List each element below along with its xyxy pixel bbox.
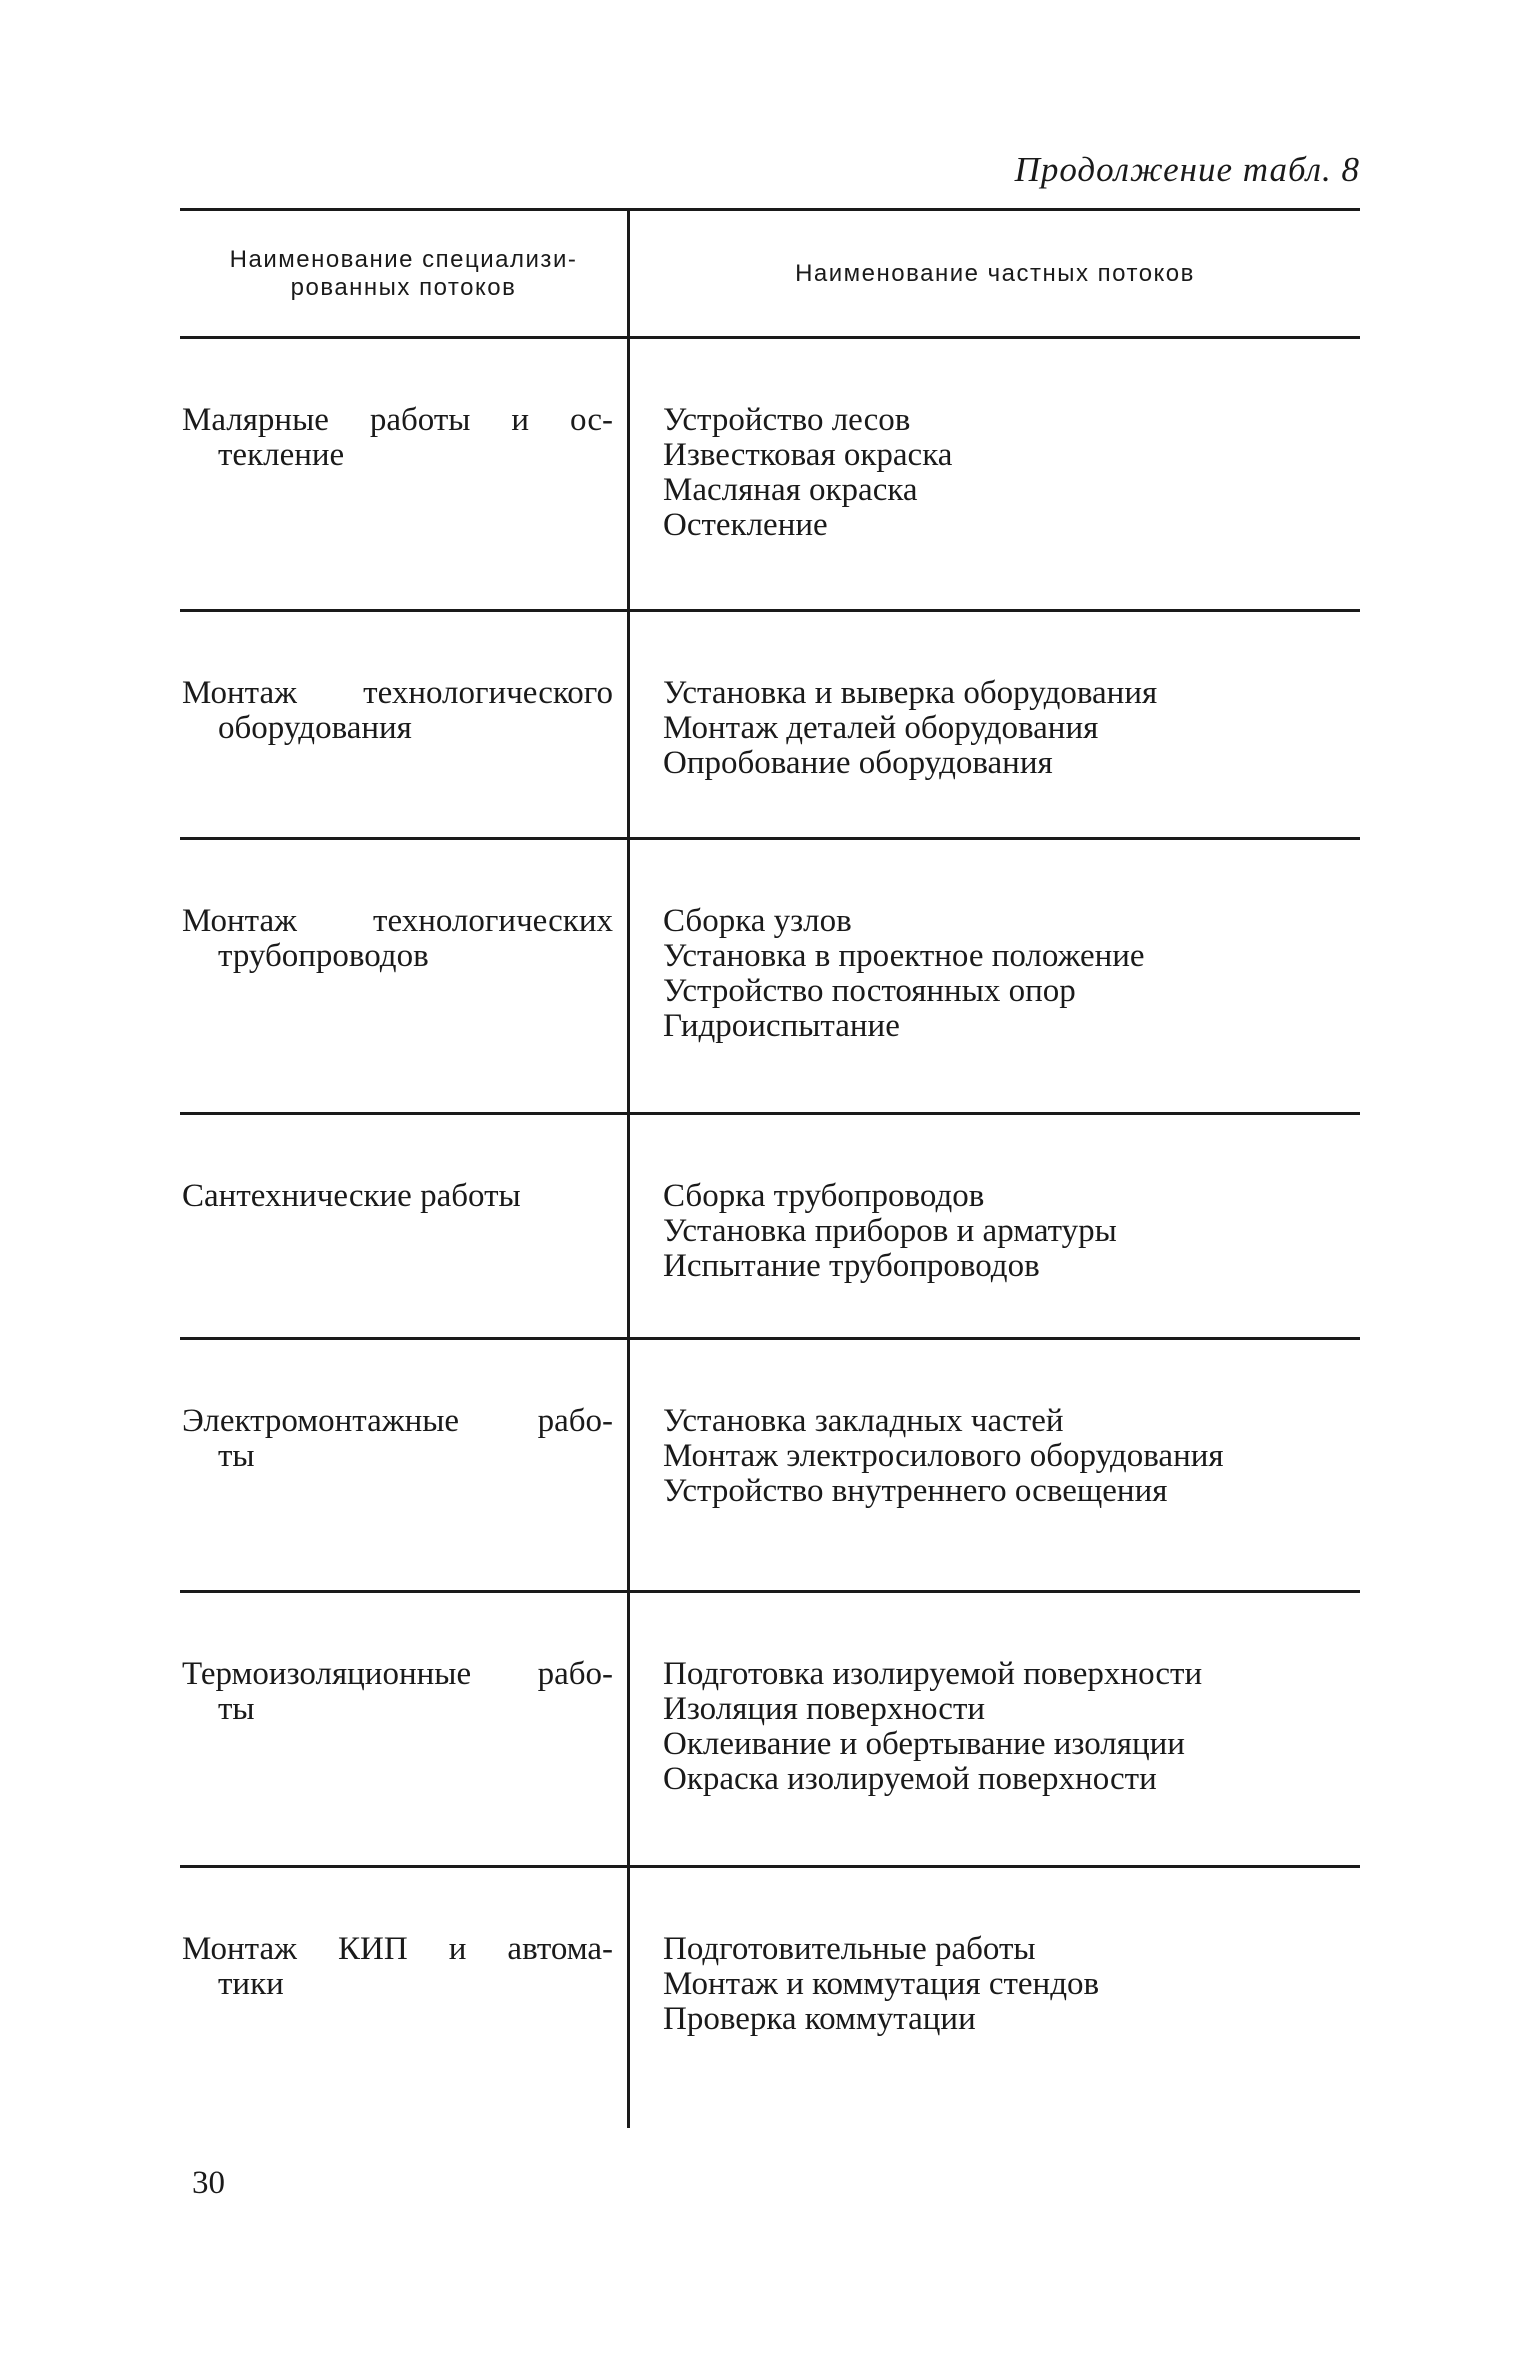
partial-flow-item: Устройство лесов <box>663 402 911 438</box>
specialized-flow-cell <box>180 1115 627 1337</box>
partial-flow-item: Монтаж деталей оборудования <box>663 710 1099 746</box>
specialized-flow-name: Монтаж технологического <box>182 675 613 711</box>
specialized-flow-name: Монтаж КИП и автома- <box>182 1931 613 1967</box>
specialized-flow-name-cont: тики <box>218 1966 284 2002</box>
header-specialized-flows <box>180 211 627 336</box>
partial-flows-cell <box>627 339 1360 609</box>
specialized-flow-cell <box>180 339 627 609</box>
table-header-row <box>180 211 1360 336</box>
table-row <box>180 1115 1360 1337</box>
specialized-flow-name-cont: ты <box>218 1438 255 1474</box>
table-row <box>180 339 1360 609</box>
table-row <box>180 1593 1360 1865</box>
partial-flow-item: Проверка коммутации <box>663 2001 976 2037</box>
header-left-line1: Наименование специализи- <box>229 245 578 273</box>
partial-flow-item: Монтаж электросилового оборудования <box>663 1438 1224 1474</box>
specialized-flow-name: Монтаж технологических <box>182 903 613 939</box>
partial-flow-item: Подготовительные работы <box>663 1931 1036 1967</box>
partial-flows-cell <box>627 840 1360 1112</box>
partial-flow-item: Окраска изолируемой поверхности <box>663 1761 1157 1797</box>
specialized-flow-cell <box>180 1340 627 1590</box>
partial-flow-item: Сборка узлов <box>663 903 852 939</box>
partial-flow-item: Установка в проектное положение <box>663 938 1145 974</box>
header-left-line2: рованных потоков <box>290 273 517 301</box>
partial-flow-item: Остекление <box>663 507 828 543</box>
table-row <box>180 1340 1360 1590</box>
partial-flow-item: Опробование оборудования <box>663 745 1053 781</box>
specialized-flow-name-cont: трубопроводов <box>218 938 429 974</box>
partial-flows-cell <box>627 1340 1360 1590</box>
specialized-flow-cell <box>180 612 627 837</box>
partial-flow-item: Изоляция поверхности <box>663 1691 986 1727</box>
partial-flows-cell <box>627 612 1360 837</box>
partial-flow-item: Подготовка изолируемой поверхности <box>663 1656 1203 1692</box>
specialized-flow-cell <box>180 1593 627 1865</box>
table-caption: Продолжение табл. 8 <box>1014 150 1360 189</box>
specialized-flow-name: Термоизоляционные рабо- <box>182 1656 613 1692</box>
table-row <box>180 1868 1360 2128</box>
partial-flow-item: Устройство постоянных опор <box>663 973 1076 1009</box>
specialized-flow-name: Сантехнические работы <box>182 1178 521 1214</box>
partial-flow-item: Гидроиспытание <box>663 1008 900 1044</box>
partial-flow-item: Установка закладных частей <box>663 1403 1064 1439</box>
table-row <box>180 612 1360 837</box>
partial-flows-cell <box>627 1593 1360 1865</box>
table-row <box>180 840 1360 1112</box>
partial-flow-item: Известковая окраска <box>663 437 953 473</box>
specialized-flow-cell <box>180 840 627 1112</box>
specialized-flow-name-cont: ты <box>218 1691 255 1727</box>
specialized-flow-name-cont: текление <box>218 437 345 473</box>
page-number: 30 <box>192 2165 225 2201</box>
partial-flow-item: Установка приборов и арматуры <box>663 1213 1117 1249</box>
partial-flow-item: Установка и выверка оборудования <box>663 675 1158 711</box>
partial-flow-item: Монтаж и коммутация стендов <box>663 1966 1100 2002</box>
flows-table <box>180 208 1360 2128</box>
specialized-flow-name-cont: оборудования <box>218 710 412 746</box>
specialized-flow-name: Электромонтажные рабо- <box>182 1403 613 1439</box>
partial-flows-cell <box>627 1115 1360 1337</box>
partial-flow-item: Масляная окраска <box>663 472 918 508</box>
partial-flow-item: Испытание трубопроводов <box>663 1248 1040 1284</box>
partial-flow-item: Устройство внутреннего освещения <box>663 1473 1168 1509</box>
partial-flow-item: Оклеивание и обертывание изоляции <box>663 1726 1185 1762</box>
specialized-flow-cell <box>180 1868 627 2128</box>
specialized-flow-name: Малярные работы и ос- <box>182 402 613 438</box>
partial-flows-cell <box>627 1868 1360 2128</box>
partial-flow-item: Сборка трубопроводов <box>663 1178 985 1214</box>
header-partial-flows: Наименование частных потоков <box>627 211 1360 336</box>
